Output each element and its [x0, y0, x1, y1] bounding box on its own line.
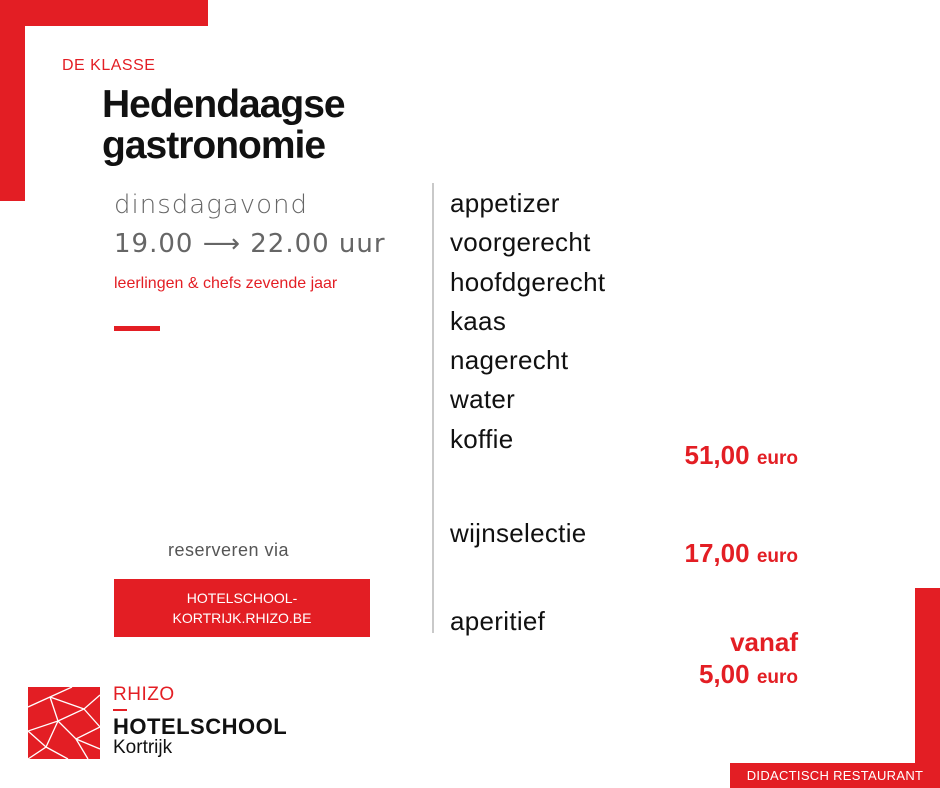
- logo-school: HOTELSCHOOL: [113, 714, 288, 739]
- schedule-time: 19.00 ⟶ 22.00 uur: [114, 229, 386, 259]
- wine-price: [685, 538, 799, 569]
- reserve-link-button[interactable]: [114, 579, 370, 637]
- menu-item: kaas: [450, 305, 507, 336]
- menu-price: [685, 440, 799, 471]
- title-line-1: Hedendaagse: [102, 83, 345, 126]
- wine-price-value: 17,00: [684, 538, 750, 568]
- wine-label: wijnselectie: [450, 518, 587, 548]
- currency-label: euro: [756, 667, 798, 688]
- title-line-2: gastronomie: [102, 124, 326, 167]
- menu-item: koffie: [450, 423, 514, 454]
- accent-dash: [114, 326, 160, 331]
- logo-brand: RHIZO: [113, 684, 175, 705]
- menu-list: [450, 184, 605, 459]
- reserve-link-line-1: HOTELSCHOOL-: [186, 590, 298, 606]
- reserve-label: reserveren via: [168, 540, 290, 560]
- menu-item: nagerecht: [450, 345, 569, 376]
- aperitif-price: [699, 659, 798, 690]
- aperitif-price-value: 5,00: [698, 659, 750, 689]
- menu-item: appetizer: [450, 188, 560, 218]
- menu-item: water: [450, 384, 516, 415]
- aperitif-label: aperitief: [450, 606, 546, 636]
- rhizo-logo-icon: [28, 687, 100, 759]
- logo-rule: [113, 709, 127, 711]
- corner-accent-right: [915, 588, 940, 788]
- column-divider: [432, 183, 434, 633]
- menu-price-value: 51,00: [684, 440, 750, 470]
- corner-accent-left: [0, 0, 25, 201]
- currency-label: euro: [756, 546, 798, 567]
- currency-label: euro: [756, 448, 798, 469]
- aperitif-prefix: vanaf: [730, 627, 798, 657]
- schedule-day: dinsdagavond: [114, 190, 308, 220]
- corner-accent-top: [0, 0, 208, 26]
- footer-tag: DIDACTISCH RESTAURANT: [730, 763, 940, 788]
- page-title: [102, 84, 345, 166]
- eyebrow-label: DE KLASSE: [62, 57, 156, 74]
- reserve-link-line-2: KORTRIJK.RHIZO.BE: [172, 610, 312, 626]
- logo-city: Kortrijk: [113, 737, 173, 758]
- menu-item: hoofdgerecht: [450, 266, 606, 297]
- schedule-guests: leerlingen & chefs zevende jaar: [114, 275, 338, 292]
- menu-item: voorgerecht: [450, 227, 591, 258]
